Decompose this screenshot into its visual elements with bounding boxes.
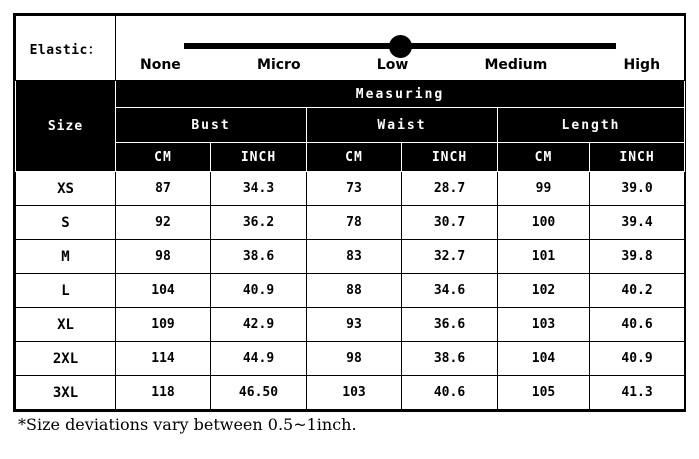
cell-waist-cm: 98 (307, 342, 402, 376)
unit-header-row (16, 143, 685, 172)
elastic-slider[interactable] (116, 17, 684, 79)
cell-size: S (16, 206, 116, 240)
unit-header-bust-inch: INCH (211, 143, 307, 172)
group-header-bust: Bust (116, 108, 307, 143)
cell-bust-inch: 36.2 (211, 206, 307, 240)
slider-label-micro: Micro (257, 57, 301, 73)
elastic-slider-cell[interactable] (116, 16, 685, 81)
cell-bust-cm: 92 (116, 206, 211, 240)
table-row (16, 376, 685, 410)
cell-bust-cm: 87 (116, 172, 211, 206)
unit-header-length-cm: CM (498, 143, 590, 172)
cell-waist-cm: 73 (307, 172, 402, 206)
cell-waist-cm: 93 (307, 308, 402, 342)
cell-length-cm: 105 (498, 376, 590, 410)
cell-waist-inch: 34.6 (402, 274, 498, 308)
unit-header-waist-cm: CM (307, 143, 402, 172)
cell-bust-cm: 118 (116, 376, 211, 410)
cell-length-inch: 40.6 (590, 308, 685, 342)
cell-length-cm: 103 (498, 308, 590, 342)
cell-bust-inch: 38.6 (211, 240, 307, 274)
cell-size: 2XL (16, 342, 116, 376)
table-row (16, 240, 685, 274)
cell-length-inch: 39.8 (590, 240, 685, 274)
size-chart-table (15, 15, 685, 410)
cell-bust-inch: 34.3 (211, 172, 307, 206)
cell-waist-cm: 83 (307, 240, 402, 274)
cell-length-inch: 40.2 (590, 274, 685, 308)
cell-bust-inch: 44.9 (211, 342, 307, 376)
size-deviation-note: *Size deviations vary between 0.5~1inch. (18, 415, 357, 434)
table-row (16, 172, 685, 206)
cell-bust-cm: 109 (116, 308, 211, 342)
cell-size: 3XL (16, 376, 116, 410)
table-row (16, 308, 685, 342)
cell-bust-cm: 98 (116, 240, 211, 274)
slider-label-none: None (140, 57, 181, 73)
measuring-header: Measuring (116, 81, 685, 108)
cell-length-inch: 40.9 (590, 342, 685, 376)
slider-label-high: High (623, 57, 661, 73)
size-chart-table-container (13, 13, 686, 412)
cell-bust-inch: 40.9 (211, 274, 307, 308)
cell-size: XL (16, 308, 116, 342)
slider-label-low: Low (376, 57, 409, 73)
cell-length-inch: 41.3 (590, 376, 685, 410)
cell-waist-cm: 88 (307, 274, 402, 308)
cell-bust-inch: 42.9 (211, 308, 307, 342)
cell-length-inch: 39.4 (590, 206, 685, 240)
elastic-row (16, 16, 685, 81)
group-header-length: Length (498, 108, 685, 143)
cell-size: M (16, 240, 116, 274)
slider-tick-labels (116, 57, 684, 73)
table-row (16, 342, 685, 376)
cell-length-cm: 99 (498, 172, 590, 206)
cell-waist-cm: 103 (307, 376, 402, 410)
cell-waist-inch: 36.6 (402, 308, 498, 342)
cell-length-inch: 39.0 (590, 172, 685, 206)
cell-waist-inch: 30.7 (402, 206, 498, 240)
cell-waist-inch: 28.7 (402, 172, 498, 206)
cell-waist-inch: 32.7 (402, 240, 498, 274)
cell-bust-cm: 114 (116, 342, 211, 376)
size-column-header: Size (16, 81, 116, 172)
cell-waist-inch: 40.6 (402, 376, 498, 410)
table-row (16, 206, 685, 240)
cell-length-cm: 102 (498, 274, 590, 308)
unit-header-bust-cm: CM (116, 143, 211, 172)
cell-waist-inch: 38.6 (402, 342, 498, 376)
unit-header-length-inch: INCH (590, 143, 685, 172)
cell-waist-cm: 78 (307, 206, 402, 240)
cell-bust-inch: 46.50 (211, 376, 307, 410)
table-row (16, 274, 685, 308)
cell-length-cm: 100 (498, 206, 590, 240)
unit-header-waist-inch: INCH (402, 143, 498, 172)
cell-bust-cm: 104 (116, 274, 211, 308)
group-header-row (16, 108, 685, 143)
cell-size: XS (16, 172, 116, 206)
slider-label-medium: Medium (484, 57, 548, 73)
cell-length-cm: 104 (498, 342, 590, 376)
cell-size: L (16, 274, 116, 308)
slider-knob[interactable] (389, 35, 412, 58)
elastic-label: Elastic： (16, 16, 116, 81)
group-header-waist: Waist (307, 108, 498, 143)
measuring-header-row (16, 81, 685, 108)
cell-length-cm: 101 (498, 240, 590, 274)
